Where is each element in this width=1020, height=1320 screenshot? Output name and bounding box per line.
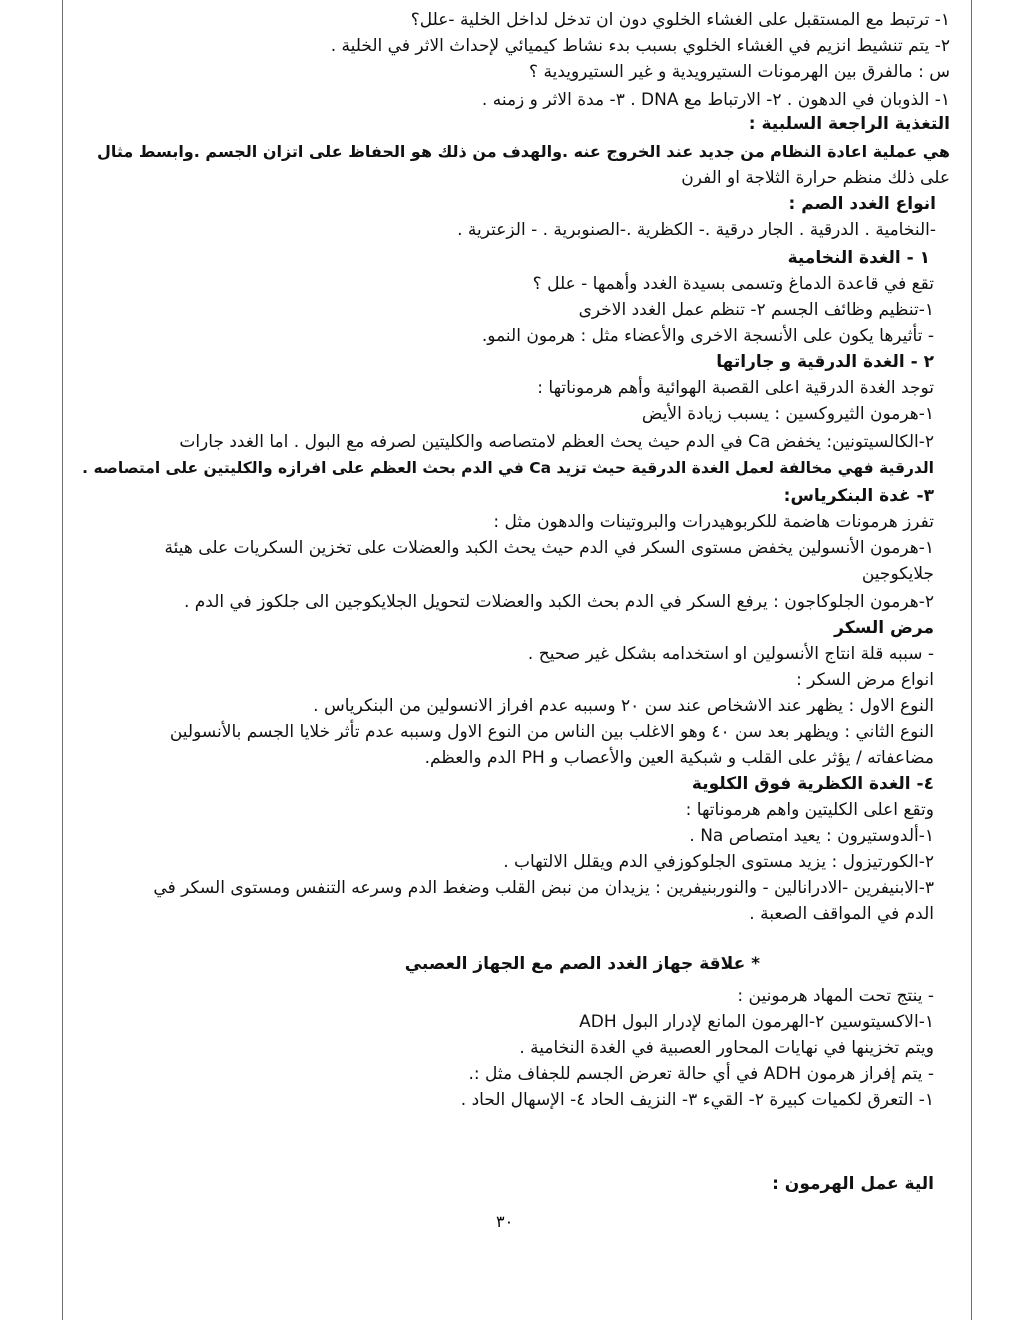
text-line: ١- التعرق لكميات كبيرة ٢- القيء ٣- النزيف الحاد ٤- الإسهال الحاد . [460, 1090, 934, 1110]
text-line: ويتم تخزينها في نهايات المحاور العصبية في الغدة النخامية . [519, 1038, 934, 1058]
text-line: الدرقية فهي مخالفة لعمل الغدة الدرقية حيث تزيد Ca في الدم بحث العظم على افرازه والكليتين على امتصاصه . [82, 459, 934, 477]
text-line: ١-هرمون الأنسولين يخفض مستوى السكر في الدم حيث يحث الكبد والعضلات على تخزين السكريات على هيئة [164, 538, 934, 558]
section-heading: مرض السكر [834, 618, 934, 638]
text-line: هي عملية اعادة النظام من جديد عند الخروج عنه .والهدف من ذلك هو الحفاظ على اتزان الجسم .وابسط مثال [97, 142, 950, 161]
text-line: ١-ألدوستيرون : يعيد امتصاص Na . [689, 826, 934, 846]
section-heading: * علاقة جهاز الغدد الصم مع الجهاز العصبي [404, 954, 760, 974]
text-line: توجد الغدة الدرقية اعلى القصبة الهوائية وأهم هرموناتها : [537, 378, 934, 398]
text-line: النوع الاول : يظهر عند الاشخاص عند سن ٢٠ وسببه عدم افراز الانسولين من البنكرياس . [313, 696, 934, 716]
section-heading: التغذية الراجعة السلبية : [748, 114, 950, 134]
text-line: تقع في قاعدة الدماغ وتسمى بسيدة الغدد وأهمها - علل ؟ [532, 274, 934, 294]
text-line: ٢-الكالسيتونين: يخفض Ca في الدم حيث يحث العظم لامتصاصه والكليتين لصرفه مع البول . اما الغدد جارات [179, 432, 934, 452]
section-heading: ٤- الغدة الكظرية فوق الكلوية [691, 774, 934, 794]
text-line: انواع مرض السكر : [796, 670, 934, 690]
section-heading: ١ - الغدة النخامية [787, 248, 930, 268]
text-line: ١- ترتبط مع المستقبل على الغشاء الخلوي دون ان تدخل لداخل الخلية -علل؟ [410, 10, 950, 30]
document-content [70, 0, 950, 1320]
text-line: ٣-الابنيفرين -الادرانالين - والنوربنيفرين : يزيدان من نبض القلب وضغط الدم وسرعه التنفس ومستوى السكر في [153, 878, 934, 898]
text-line: - يتم إفراز هرمون ADH في أي حالة تعرض الجسم للجفاف مثل :. [468, 1064, 934, 1084]
text-line: ١-الاكسيتوسين ٢-الهرمون المانع لإدرار البول ADH [579, 1012, 934, 1032]
page-number: ٣٠ [496, 1212, 514, 1231]
text-line: مضاعفاته / يؤثر على القلب و شبكية العين والأعصاب و PH الدم والعظم. [424, 748, 934, 768]
text-line: ١-هرمون الثيروكسين : يسبب زيادة الأيض [641, 404, 934, 424]
section-heading: الية عمل الهرمون : [772, 1174, 934, 1194]
text-line: تفرز هرمونات هاضمة للكربوهيدرات والبروتينات والدهون مثل : [493, 512, 934, 532]
section-heading: ٢ - الغدة الدرقية و جاراتها [716, 352, 934, 372]
text-line: - سببه قلة انتاج الأنسولين او استخدامه بشكل غير صحيح . [527, 644, 934, 664]
text-line: وتقع اعلى الكليتين واهم هرموناتها : [685, 800, 934, 820]
text-line: -النخامية . الدرقية . الجار درقية .- الكظرية .-الصنوبرية . - الزعترية . [457, 220, 936, 240]
section-heading: انواع الغدد الصم : [788, 194, 936, 214]
text-line: س : مالفرق بين الهرمونات الستيرويدية و غير الستيرويدية ؟ [529, 62, 950, 82]
text-line: على ذلك منظم حرارة الثلاجة او الفرن [681, 168, 950, 188]
text-line: الدم في المواقف الصعبة . [749, 904, 934, 924]
text-line: ٢- يتم تنشيط انزيم في الغشاء الخلوي بسبب بدء نشاط كيميائي لإحداث الاثر في الخلية . [330, 36, 950, 56]
text-line: جلايكوجين [861, 564, 934, 584]
section-heading: ٣- غدة البنكرياس: [783, 486, 934, 506]
text-line: ٢-الكورتيزول : يزيد مستوى الجلوكوزفي الدم ويقلل الالتهاب . [503, 852, 934, 872]
text-line: - تأثيرها يكون على الأنسجة الاخرى والأعضاء مثل : هرمون النمو. [481, 326, 934, 346]
text-line: - ينتج تحت المهاد هرمونين : [737, 986, 934, 1006]
text-line: النوع الثاني : ويظهر بعد سن ٤٠ وهو الاغلب بين الناس من النوع الاول وسببه عدم تأثر خلايا الجسم بالأنسولين [169, 722, 934, 742]
text-line: ١-تنظيم وظائف الجسم ٢- تنظم عمل الغدد الاخرى [578, 300, 934, 320]
text-line: ١- الذوبان في الدهون . ٢- الارتباط مع DNA . ٣- مدة الاثر و زمنه . [481, 90, 950, 110]
text-line: ٢-هرمون الجلوكاجون : يرفع السكر في الدم بحث الكبد والعضلات لتحويل الجلايكوجين الى جلكوز في الدم . [183, 592, 934, 612]
